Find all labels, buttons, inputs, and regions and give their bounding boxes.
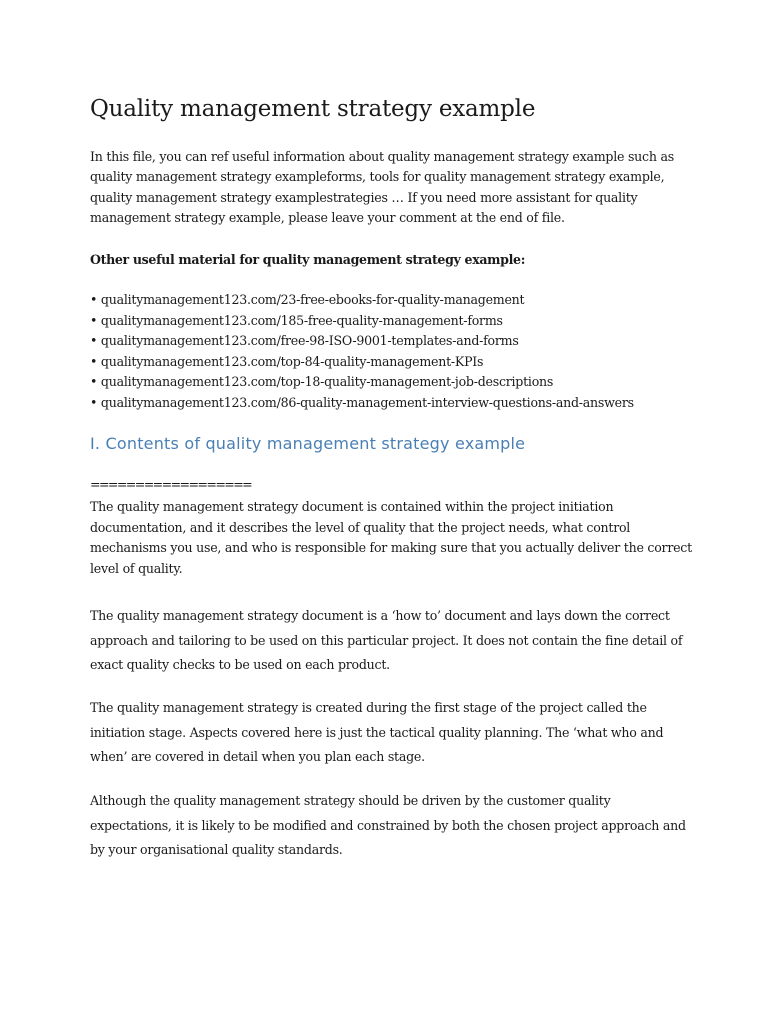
paragraph-line: expectations, it is likely to be modified and constrained by both the chosen project approach and xyxy=(90,817,686,833)
paragraph-line: approach and tailoring to be used on this particular project. It does not contain the fine detail of xyxy=(90,632,683,648)
body-paragraph-4 xyxy=(90,789,690,863)
paragraph-line: The quality management strategy document is contained within the project initiation xyxy=(90,499,614,514)
useful-link[interactable]: • qualitymanagement123.com/23-free-ebooks-for-quality-management xyxy=(90,292,525,307)
useful-link[interactable]: • qualitymanagement123.com/185-free-quality-management-forms xyxy=(90,312,503,328)
paragraph-line: by your organisational quality standards. xyxy=(90,842,343,858)
paragraph-line: Although the quality management strategy should be driven by the customer quality xyxy=(90,793,611,808)
paragraph-line: The quality management strategy is created during the first stage of the project called the xyxy=(90,700,647,715)
paragraph-line: level of quality. xyxy=(90,560,183,576)
intro-line: management strategy example, please leave your comment at the end of file. xyxy=(90,210,565,226)
intro-line: quality management strategy exampleforms, tools for quality management strategy example, xyxy=(90,169,665,185)
document-title: Quality management strategy example xyxy=(90,96,536,122)
section-divider: ================== xyxy=(90,477,252,492)
paragraph-line: when’ are covered in detail when you plan each stage. xyxy=(90,749,425,765)
paragraph-line: documentation, and it describes the level of quality that the project needs, what control xyxy=(90,519,631,535)
paragraph-line: mechanisms you use, and who is responsible for making sure that you actually deliver the correct xyxy=(90,540,692,555)
body-paragraph-1 xyxy=(90,497,690,579)
intro-line: quality management strategy examplestrategies … If you need more assistant for quality xyxy=(90,189,638,205)
paragraph-line: The quality management strategy document is a ‘how to’ document and lays down the correct xyxy=(90,608,670,623)
body-paragraph-3 xyxy=(90,696,690,770)
useful-link[interactable]: • qualitymanagement123.com/86-quality-management-interview-questions-and-answers xyxy=(90,394,634,410)
other-material-heading: Other useful material for quality management strategy example: xyxy=(90,252,526,267)
paragraph-line: initiation stage. Aspects covered here is just the tactical quality planning. The ‘what who and xyxy=(90,724,664,740)
intro-line: In this file, you can ref useful information about quality management strategy example such as xyxy=(90,149,674,164)
intro-paragraph xyxy=(90,147,680,229)
section-heading: I. Contents of quality management strategy example xyxy=(90,434,526,453)
useful-links-list xyxy=(90,290,634,413)
useful-link[interactable]: • qualitymanagement123.com/top-84-quality-management-KPIs xyxy=(90,353,484,369)
useful-link[interactable]: • qualitymanagement123.com/top-18-quality-management-job-descriptions xyxy=(90,374,554,389)
paragraph-line: exact quality checks to be used on each product. xyxy=(90,657,390,673)
body-paragraph-2 xyxy=(90,604,690,678)
useful-link[interactable]: • qualitymanagement123.com/free-98-ISO-9001-templates-and-forms xyxy=(90,333,519,348)
